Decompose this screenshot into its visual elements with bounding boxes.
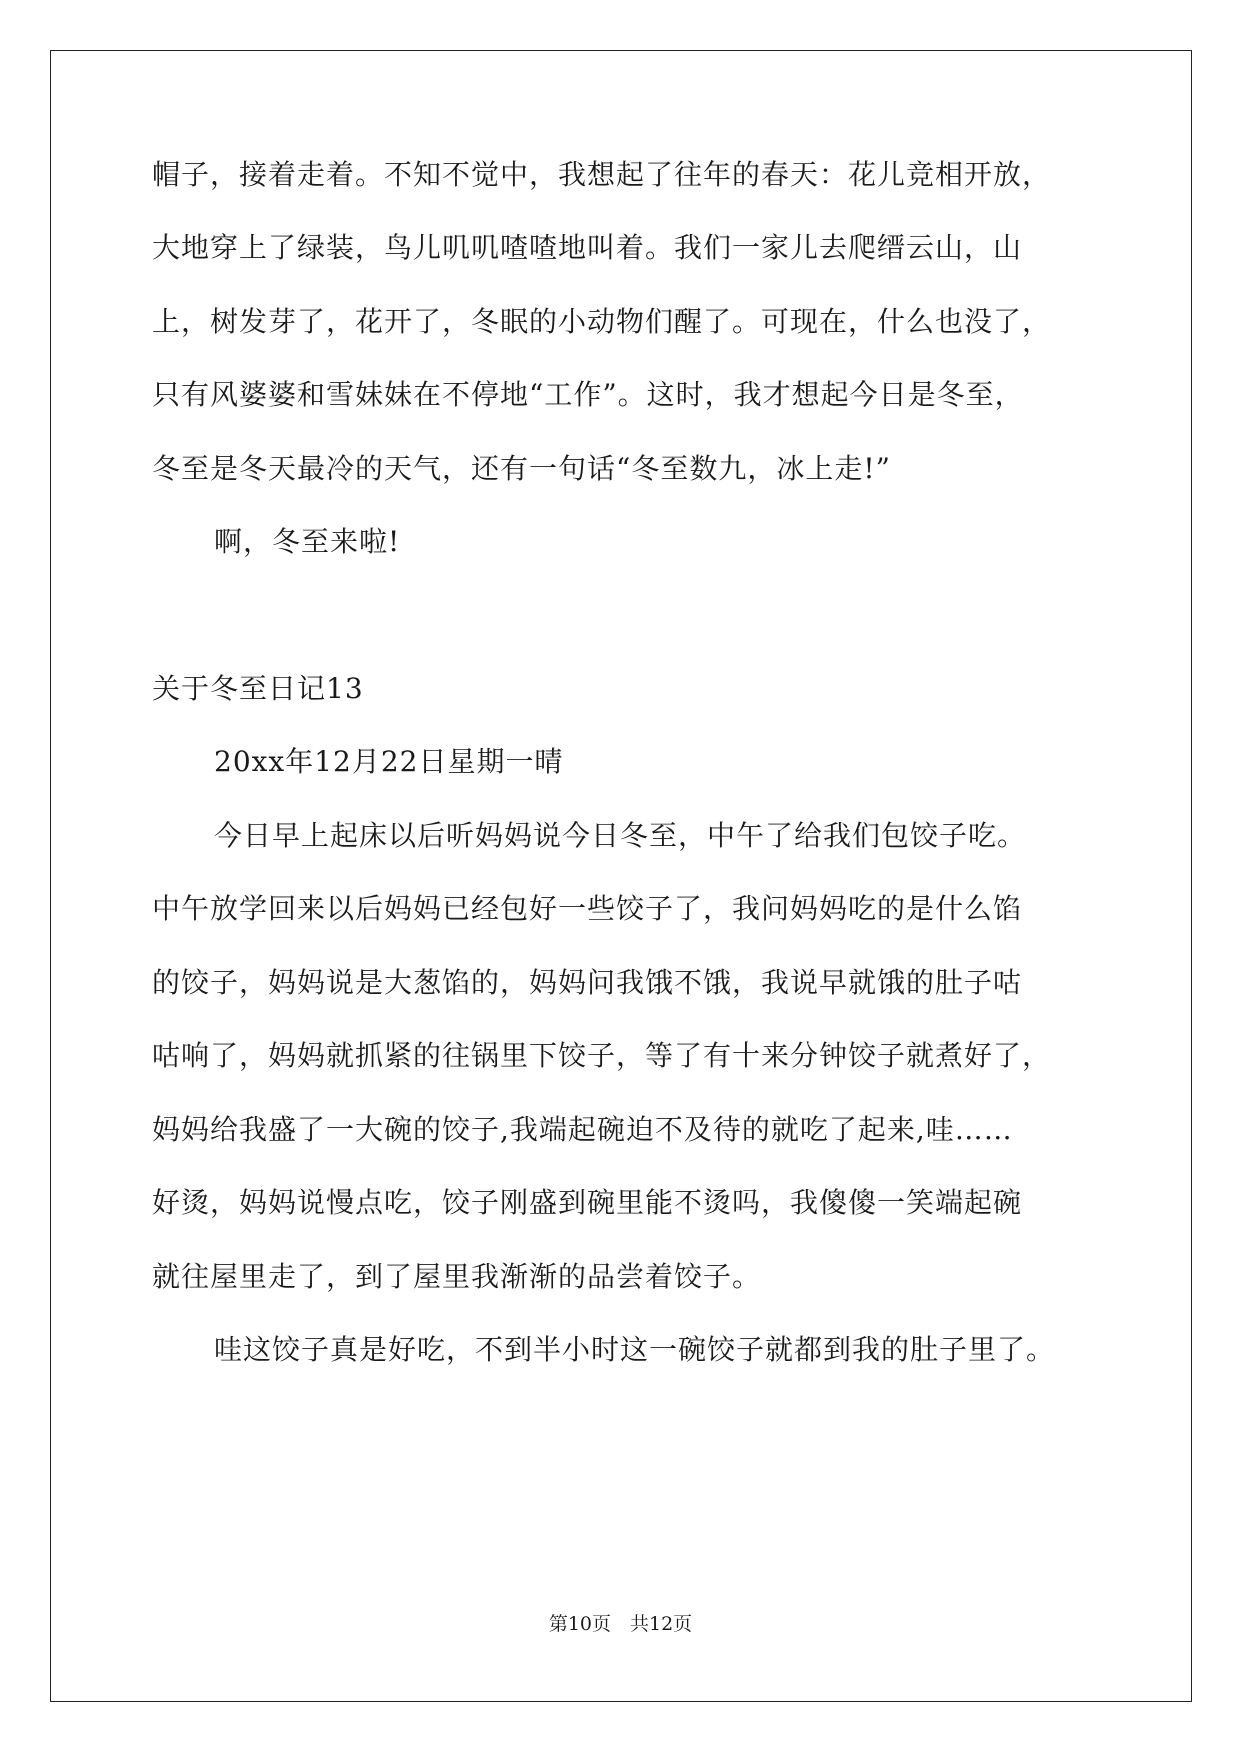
paragraph-exclamation: 啊，冬至来啦! — [214, 525, 401, 558]
paragraph-line: 咕响了，妈妈就抓紧的往锅里下饺子，等了有十来分钟饺子就煮好了， — [152, 1039, 1052, 1072]
paragraph-line: 大地穿上了绿装，鸟儿叽叽喳喳地叫着。我们一家儿去爬缙云山，山 — [152, 231, 1023, 264]
paragraph-line: 帽子，接着走着。不知不觉中，我想起了往年的春天：花儿竞相开放， — [152, 158, 1052, 191]
paragraph-line: 上，树发芽了，花开了，冬眠的小动物们醒了。可现在，什么也没了， — [152, 305, 1052, 338]
section-title: 关于冬至日记13 — [152, 672, 364, 705]
paragraph-line: 冬至是冬天最冷的天气，还有一句话“冬至数九，冰上走!” — [152, 452, 891, 485]
date-line: 20xx年12月22日星期一晴 — [214, 745, 564, 778]
paragraph-line: 今日早上起床以后听妈妈说今日冬至，中午了给我们包饺子吃。 — [214, 819, 1027, 852]
page-frame — [50, 50, 1192, 1702]
page-number-footer: 第10页 共12页 — [548, 1613, 693, 1635]
paragraph-line: 妈妈给我盛了一大碗的饺子,我端起碗迫不及待的就吃了起来,哇…… — [152, 1113, 1013, 1146]
paragraph-line: 中午放学回来以后妈妈已经包好一些饺子了，我问妈妈吃的是什么馅 — [152, 892, 1023, 925]
paragraph-line: 就往屋里走了，到了屋里我渐渐的品尝着饺子。 — [152, 1260, 762, 1293]
paragraph-line: 的饺子，妈妈说是大葱馅的，妈妈问我饿不饿，我说早就饿的肚子咕 — [152, 966, 1023, 999]
paragraph-line: 哇这饺子真是好吃，不到半小时这一碗饺子就都到我的肚子里了。 — [214, 1333, 1056, 1366]
paragraph-line: 只有风婆婆和雪妹妹在不停地“工作”。这时，我才想起今日是冬至， — [152, 378, 1024, 411]
paragraph-line: 好烫，妈妈说慢点吃，饺子刚盛到碗里能不烫吗，我傻傻一笑端起碗 — [152, 1186, 1023, 1219]
